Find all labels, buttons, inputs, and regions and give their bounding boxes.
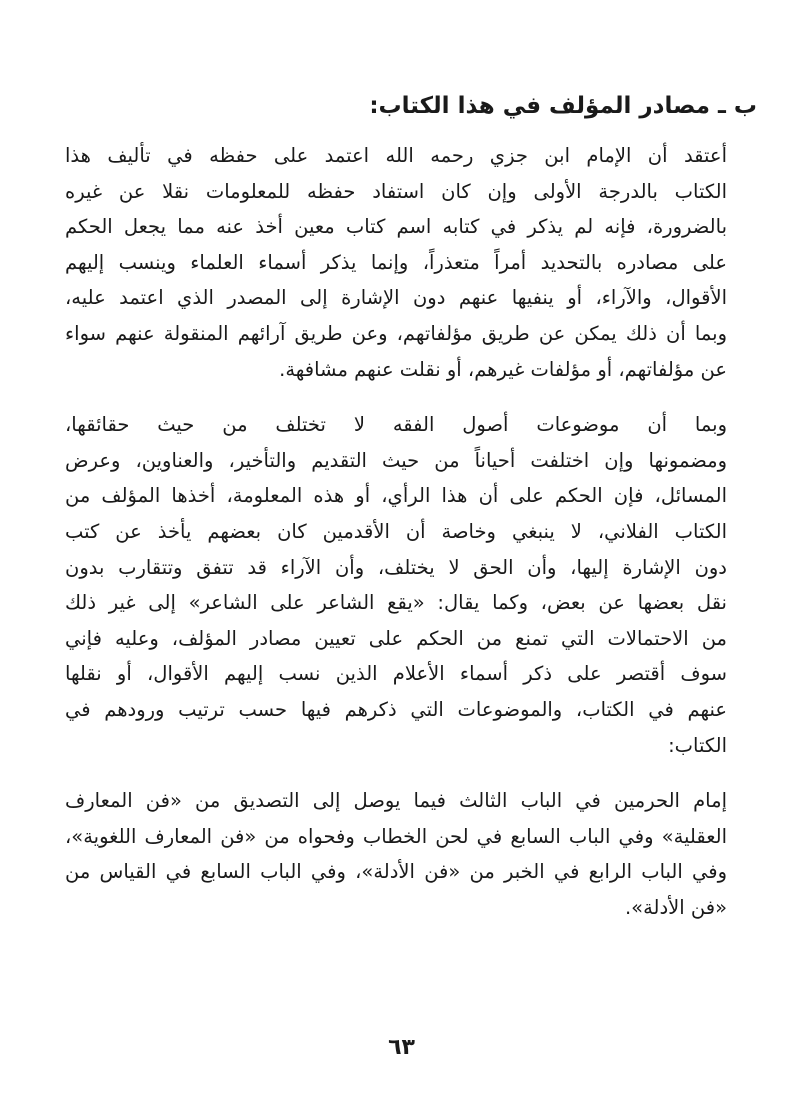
text-line: بالضرورة، فإنه لم يذكر في كتابه اسم كتاب معين أخذ عنه مما يجعل الحكم [65,215,727,239]
page-number: ٦٣ [388,1035,415,1060]
text-line: دون الإشارة إليها، وأن الحق لا يختلف، وأن الآراء قد تتفق وتتقارب بدون [65,555,727,579]
text-line: نقل بعضها عن بعض، وكما يقال: «يقع الشاعر على الشاعر» إلى غير ذلك [65,591,727,615]
section-heading: ب ـ مصادر المؤلف في هذا الكتاب: [369,93,757,119]
text-line: الأقوال، والآراء، أو ينفيها عنهم دون الإشارة إلى المصدر الذي اعتمد عليه، [65,286,727,310]
text-line: ومضمونها وإن اختلفت أحياناً من حيث التقديم والتأخير، والعناوين، وعرض [65,448,727,472]
page-content [65,88,757,925]
text-line: العقلية» وفي الباب السابع في لحن الخطاب وفحواه من «فن المعارف اللغوية»، [65,824,727,848]
text-line: «فن الأدلة». [624,895,727,919]
text-line: وفي الباب الرابع في الخبر من «فن الأدلة»، وفي الباب السابع في القياس من [65,860,727,884]
text-line: أعتقد أن الإمام ابن جزي رحمه الله اعتمد على حفظه في تأليف هذا [65,144,727,167]
text-line: الكتاب بالدرجة الأولى وإن كان استفاد حفظه للمعلومات نقلا عن غيره [65,179,727,203]
text-line: عن مؤلفاتهم، أو مؤلفات غيرهم، أو نقلت عنهم مشافهة. [279,357,727,381]
text-line: سوف أقتصر على ذكر أسماء الأعلام الذين نسب إليهم الأقوال، أو نقلها [65,662,727,686]
text-line: الكتاب الفلاني، لا ينبغي وخاصة أن الأقدمين كان بعضهم يأخذ عن كتب [65,519,727,543]
text-line: عنهم في الكتاب، والموضوعات التي ذكرهم فيها حسب ترتيب ورودهم في [65,697,727,721]
paragraph-3 [65,783,757,925]
text-line: على مصادره بالتحديد أمراً متعذراً، وإنما يذكر أسماء العلماء وينسب إليهم [65,250,727,274]
text-line: من الاحتمالات التي تمنع من الحكم على تعيين مصادر المؤلف، وعليه فإني [65,626,727,650]
text-line: المسائل، فإن الحكم على أن هذا الرأي، أو هذه المعلومة، أخذها المؤلف من [65,484,727,508]
paragraph-2 [65,407,757,763]
text-line: وبما أن ذلك يمكن عن طريق مؤلفاتهم، وعن طريق آرائهم المنقولة عنهم سواء [65,321,727,345]
paragraph-1 [65,138,757,387]
text-line: إمام الحرمين في الباب الثالث فيما يوصل إلى التصديق من «فن المعارف [65,789,727,813]
text-line: وبما أن موضوعات أصول الفقه لا تختلف من حيث حقائقها، [65,413,727,437]
text-line: الكتاب: [668,733,727,757]
